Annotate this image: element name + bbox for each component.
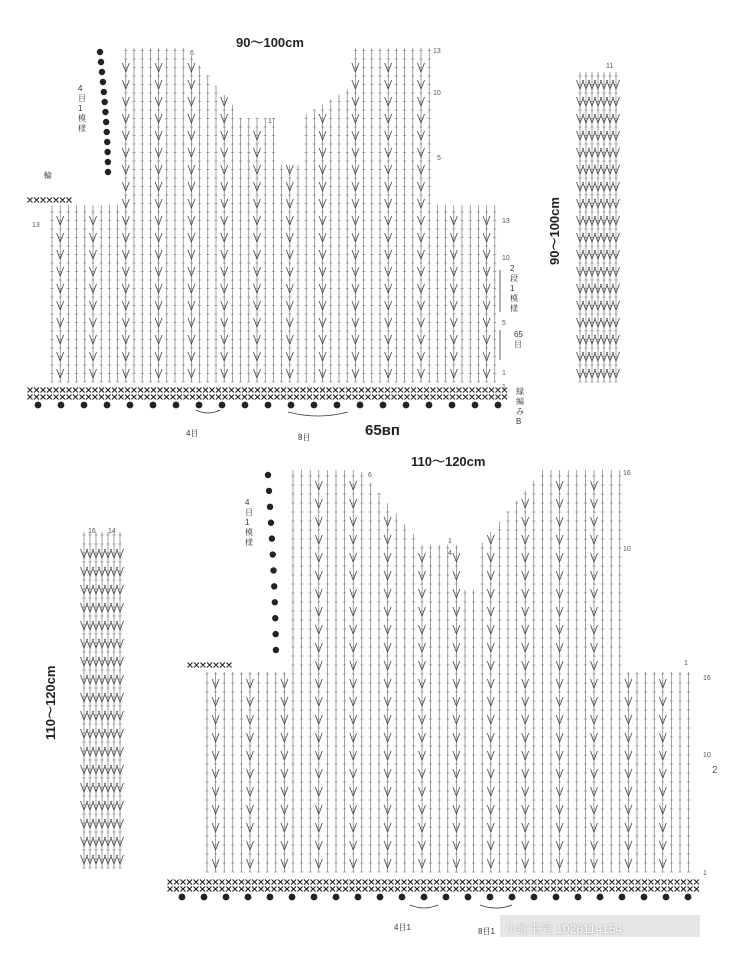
d1-step4-label: 4目 <box>186 429 199 438</box>
d1-side-size-label: 90〜100cm <box>547 197 562 265</box>
bead <box>403 402 410 409</box>
bead <box>472 402 479 409</box>
bead <box>265 402 272 409</box>
bead <box>245 894 252 901</box>
bead <box>196 402 203 409</box>
bead <box>268 520 274 526</box>
bead <box>289 894 296 901</box>
bead <box>101 89 107 95</box>
bead <box>179 894 186 901</box>
bead <box>173 402 180 409</box>
d2-armhole-beads <box>265 472 279 653</box>
bead <box>597 894 604 901</box>
d2-row-label: 2 <box>712 765 718 776</box>
d1-row-label: 1 <box>502 384 506 391</box>
bead <box>357 402 364 409</box>
bead <box>104 139 110 145</box>
d2-shoulder-cross <box>188 663 232 668</box>
d1-row-label: 1 <box>502 370 506 377</box>
d1-side-strip <box>577 72 620 382</box>
d1-row-label: 5 <box>502 320 506 327</box>
bead <box>553 894 560 901</box>
d1-motif-label: 4目1模様 <box>78 84 86 133</box>
bead <box>58 402 65 409</box>
d2-step4-label: 4目1 <box>394 923 411 932</box>
d2-foundation-row-2 <box>168 887 700 892</box>
d1-row-label: 11 <box>606 63 614 70</box>
d2-row-label: 4 <box>448 550 452 557</box>
d1-foundation-row-2-crosses <box>28 395 508 400</box>
d2-row-label: 14 <box>108 528 116 535</box>
watermark-text: 小红书号 1026114154 <box>505 922 623 936</box>
bead <box>242 402 249 409</box>
bead <box>101 99 107 105</box>
d2-foundation-row-2-crosses <box>168 887 700 892</box>
d2-side-strip <box>81 532 124 868</box>
bead <box>355 894 362 901</box>
bead <box>265 472 271 478</box>
bead <box>421 894 428 901</box>
bead <box>273 647 279 653</box>
bead <box>267 894 274 901</box>
bead <box>334 402 341 409</box>
bead <box>641 894 648 901</box>
d2-row-label: 10 <box>623 546 631 553</box>
bead <box>509 894 516 901</box>
d2-row-label: 6 <box>368 472 372 479</box>
d1-ring-label: 輪 <box>44 171 52 180</box>
bead <box>270 567 276 573</box>
bead <box>105 159 111 165</box>
d2-row-label: 16 <box>703 675 711 682</box>
bead <box>272 631 278 637</box>
d1-border-label: 縁編みB <box>516 387 524 426</box>
d2-row-label: 10 <box>703 752 711 759</box>
bead <box>495 402 502 409</box>
d2-bottom-beads <box>179 894 692 901</box>
bead <box>272 615 278 621</box>
d1-foundation-row-crosses <box>28 388 508 393</box>
bead <box>97 49 103 55</box>
d1-stitches-label: 65目 <box>514 330 523 349</box>
bead <box>426 402 433 409</box>
d1-row-label: 10 <box>433 90 441 97</box>
bead <box>102 109 108 115</box>
bead <box>575 894 582 901</box>
bead <box>127 402 134 409</box>
d2-row-label: 16 <box>623 470 631 477</box>
d1-rows-label: 2段1模様 <box>510 264 518 313</box>
d1-row-label: 1 <box>268 118 272 125</box>
d1-row-label: 6 <box>190 50 194 57</box>
d1-row-label: 5 <box>437 155 441 162</box>
d2-row-label: 16 <box>88 528 96 535</box>
d1-foundation-row-2 <box>28 395 508 400</box>
bead <box>100 79 106 85</box>
bead <box>685 894 692 901</box>
bead <box>271 583 277 589</box>
bead <box>449 402 456 409</box>
bead <box>219 402 226 409</box>
bead <box>81 402 88 409</box>
d1-step8-label: 8目 <box>298 433 311 442</box>
d2-back-panel-columns <box>205 470 690 872</box>
d2-motif-label: 4目1模様 <box>245 498 253 547</box>
d2-step8-label: 8目1 <box>478 927 495 936</box>
d1-row-label: 13 <box>502 218 510 225</box>
d2-size-label: 110〜120cm <box>411 454 486 469</box>
d2-row-label: 1 <box>703 870 707 877</box>
d2-back-panel <box>205 470 690 872</box>
bead <box>272 599 278 605</box>
bead <box>98 59 104 65</box>
bead <box>619 894 626 901</box>
d2-foundation-row-crosses <box>168 880 700 885</box>
bead <box>35 402 42 409</box>
d2-shoulder-cross-crosses <box>188 663 232 668</box>
bead <box>531 894 538 901</box>
bead <box>150 402 157 409</box>
bead <box>377 894 384 901</box>
d2-foundation-row <box>168 880 700 885</box>
bead <box>104 129 110 135</box>
bead <box>333 894 340 901</box>
bead <box>267 504 273 510</box>
bead <box>465 894 472 901</box>
d1-bottom-brackets <box>196 410 348 416</box>
d1-back-panel-columns <box>50 48 496 382</box>
d1-row-label: 13 <box>32 222 40 229</box>
bead <box>99 69 105 75</box>
bead <box>663 894 670 901</box>
d2-brackets <box>410 905 512 908</box>
bead <box>288 402 295 409</box>
bead <box>311 894 318 901</box>
d1-size-label: 90〜100cm <box>236 35 304 50</box>
bead <box>104 149 110 155</box>
d2-side-size-label: 110〜120cm <box>43 665 58 740</box>
bead <box>487 894 494 901</box>
d1-shoulder-cross-crosses <box>28 198 72 203</box>
d1-shoulder-cross <box>28 198 72 203</box>
d2-bottom-brackets <box>410 905 512 908</box>
bead <box>399 894 406 901</box>
d1-row-label: 10 <box>502 255 510 262</box>
bead <box>443 894 450 901</box>
bead <box>270 551 276 557</box>
d1-row-label: 13 <box>433 48 441 55</box>
d1-foundation-row <box>28 388 508 393</box>
bead <box>269 535 275 541</box>
d2-side-strip-columns <box>82 532 121 868</box>
bead <box>105 169 111 175</box>
bead <box>104 402 111 409</box>
bead <box>223 894 230 901</box>
bead <box>201 894 208 901</box>
d1-bottom-beads <box>35 402 502 409</box>
bead <box>103 119 109 125</box>
d1-armhole-beads <box>97 49 111 175</box>
d1-back-panel <box>50 48 496 382</box>
d2-row-label: 1 <box>684 660 688 667</box>
bead <box>266 488 272 494</box>
d1-chain-count: 65вп <box>365 422 400 439</box>
bead <box>380 402 387 409</box>
bead <box>311 402 318 409</box>
d2-row-label: 1 <box>448 538 452 545</box>
